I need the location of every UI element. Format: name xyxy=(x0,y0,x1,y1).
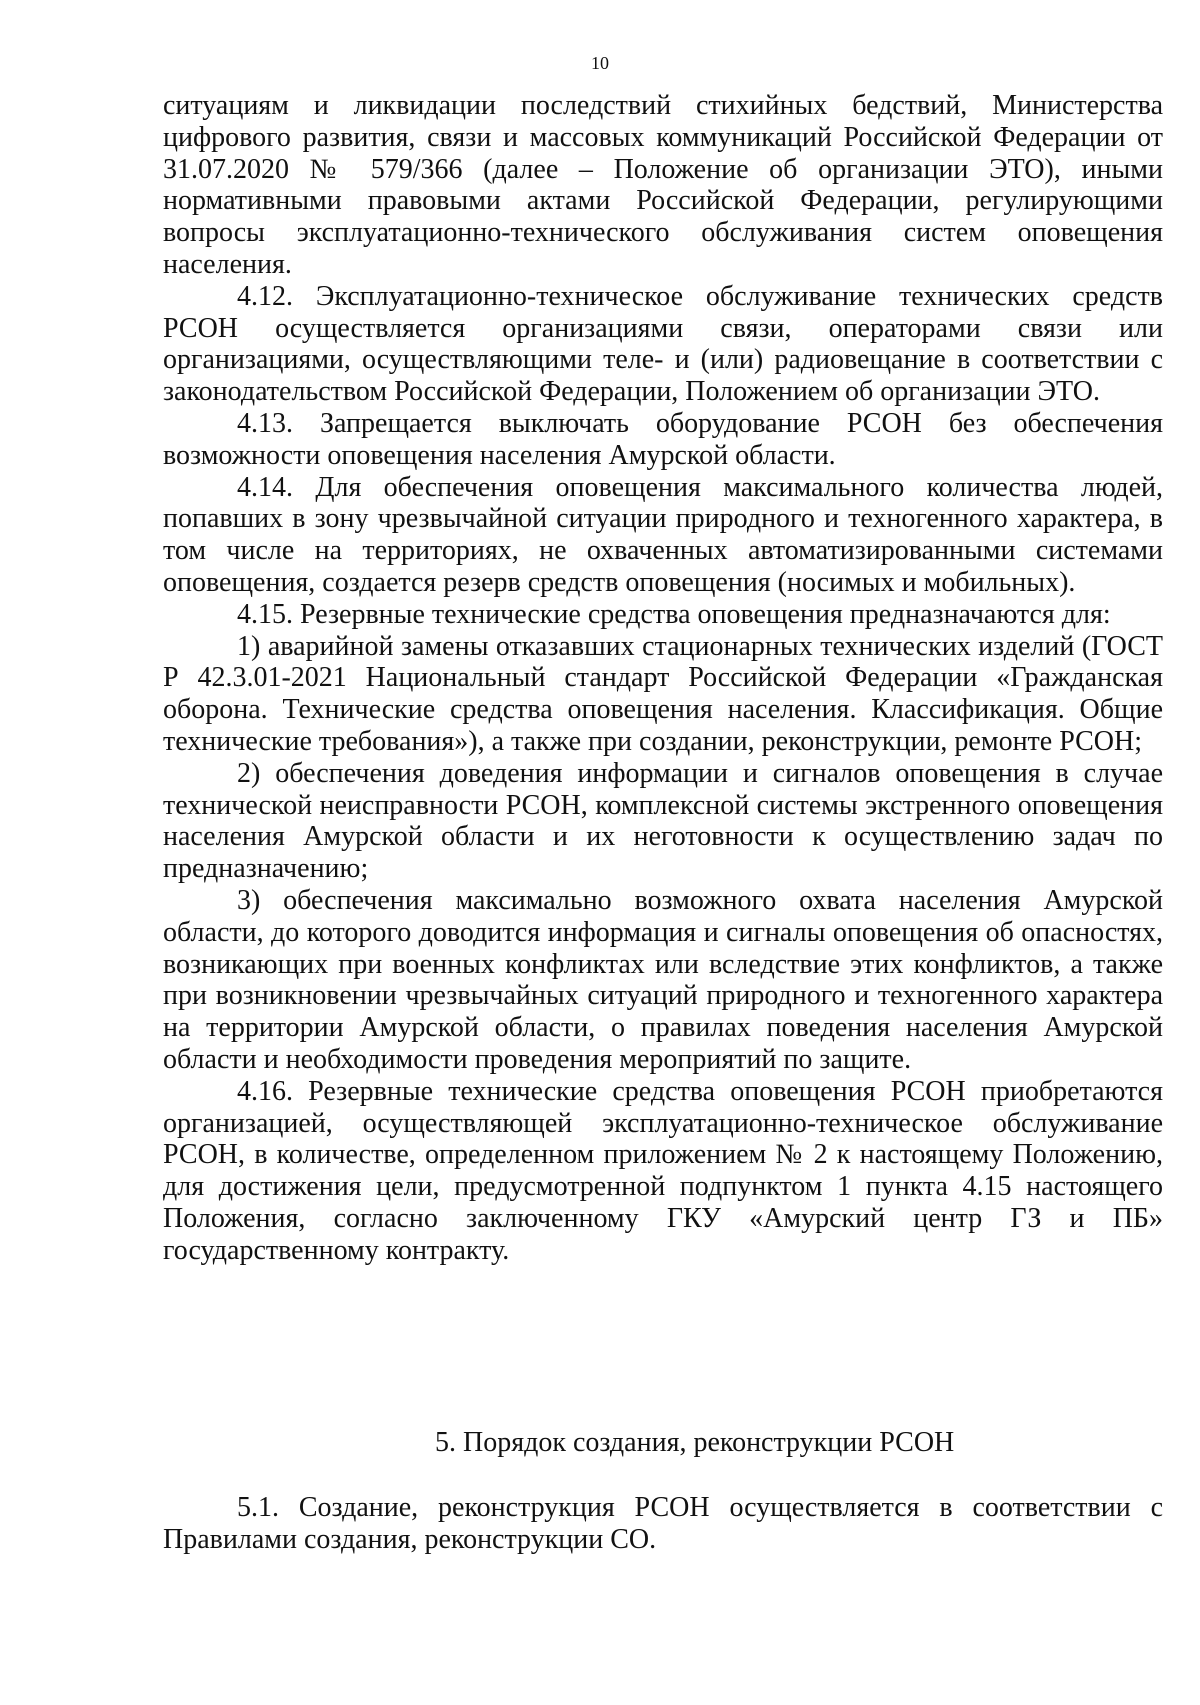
paragraph-4-16: 4.16. Резервные технические средства оповещения РСОН приобретаются организацией, осуществляющей эксплуатационно-техническое обслуживание РСОН, в количестве, определенном приложением № 2 к настоящему Положению, для достижения цели, предусмотренной подпунктом 1 пункта 4.15 настоящего Положения, согласно заключенному ГКУ «Амурский центр ГЗ и ПБ» государственному контракту. xyxy=(163,1075,1163,1266)
list-item-1: 1) аварийной замены отказавших стационарных технических изделий (ГОСТ Р 42.3.01-2021 Национальный стандарт Российской Федерации «Гражданская оборона. Технические средства оповещения населения. Классификация. Общие технические требования»), а также при создании, реконструкции, ремонте РСОН; xyxy=(163,630,1163,757)
paragraph-4-15: 4.15. Резервные технические средства оповещения предназначаются для: xyxy=(237,598,1111,630)
list-item-3: 3) обеспечения максимально возможного охвата населения Амурской области, до которого доводится информация и сигналы оповещения об опасностях, возникающих при военных конфликтах или вследствие этих конфликтов, а также при возникновении чрезвычайных ситуаций природного и техногенного характера на территории Амурской области, о правилах поведения населения Амурской области и необходимости проведения мероприятий по защите. xyxy=(163,884,1163,1075)
section-heading: 5. Порядок создания, реконструкции РСОН xyxy=(435,1427,955,1458)
paragraph-4-13: 4.13. Запрещается выключать оборудование РСОН без обеспечения возможности оповещения населения Амурской области. xyxy=(163,407,1163,471)
list-item-2: 2) обеспечения доведения информации и сигналов оповещения в случае технической неисправности РСОН, комплексной системы экстренного оповещения населения Амурской области и их неготовности к осуществлению задач по предназначению; xyxy=(163,757,1163,885)
paragraph-4-14: 4.14. Для обеспечения оповещения максимального количества людей, попавших в зону чрезвычайной ситуации природного и техногенного характера, в том числе на территориях, не охваченных автоматизированными системами оповещения, создается резерв средств оповещения (носимых и мобильных). xyxy=(163,471,1163,598)
paragraph-4-12: 4.12. Эксплуатационно-техническое обслуживание технических средств РСОН осуществляется организациями связи, операторами связи или организациями, осуществляющими теле- и (или) радиовещание в соответствии с законодательством Российской Федерации, Положением об организации ЭТО. xyxy=(163,280,1163,408)
section-body xyxy=(163,1492,1163,1556)
paragraph-5-1: 5.1. Создание, реконструкция РСОН осуществляется в соответствии с Правилами создания, реконструкции СО. xyxy=(163,1492,1163,1555)
document-body xyxy=(163,90,1163,1266)
paragraph-continuation: ситуациям и ликвидации последствий стихийных бедствий, Министерства цифрового развития, связи и массовых коммуникаций Российской Федерации от 31.07.2020 № 579/366 (далее – Положение об организации ЭТО), иными нормативными правовыми актами Российской Федерации, регулирующими вопросы эксплуатационно-технического обслуживания систем оповещения населения. xyxy=(163,90,1163,280)
page-number: 10 xyxy=(591,53,609,73)
